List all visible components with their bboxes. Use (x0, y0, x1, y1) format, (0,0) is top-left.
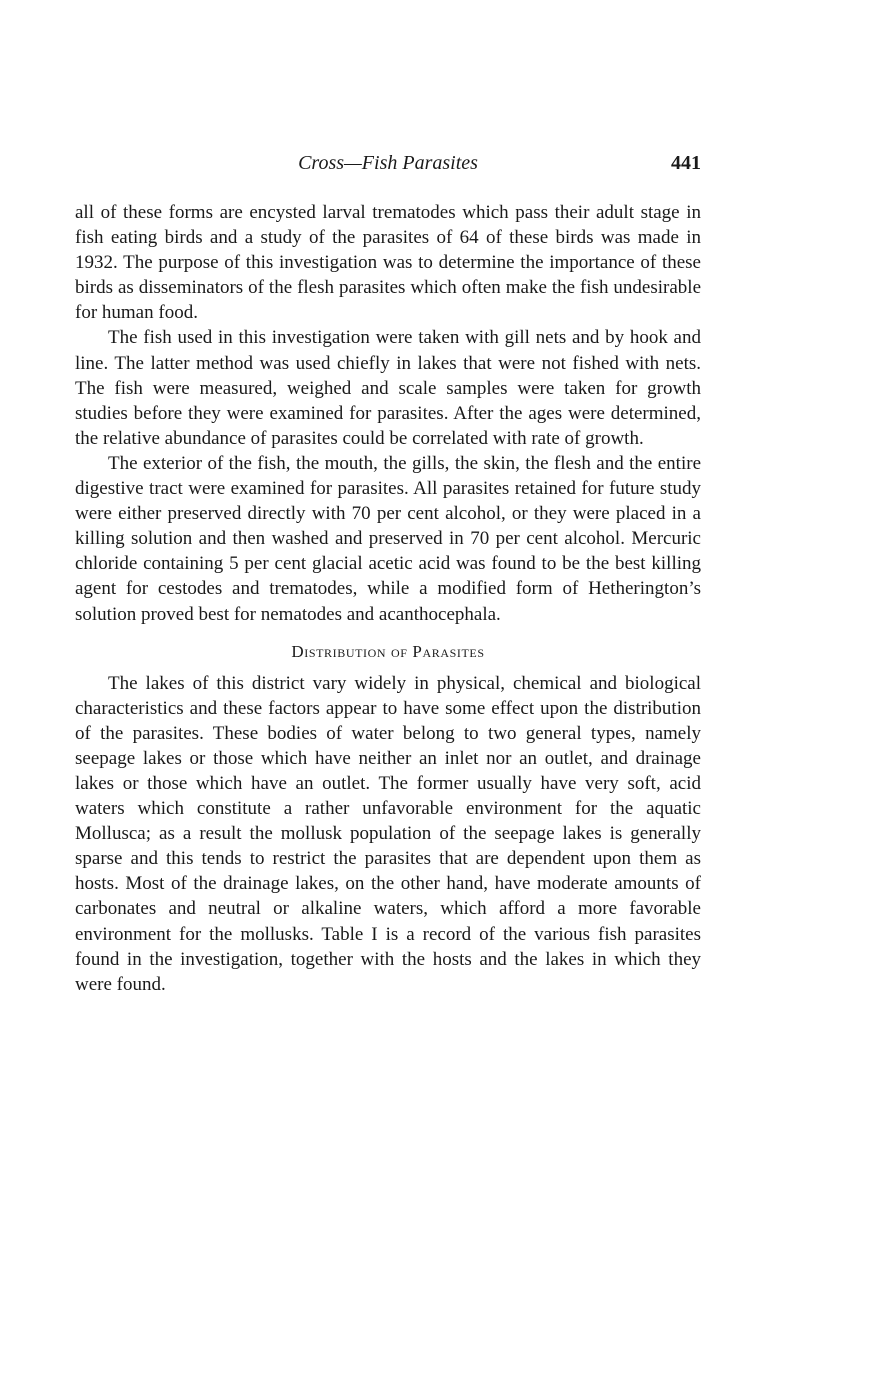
paragraph-distribution: The lakes of this district vary widely in physical, chemical and biological characteristics and these factors appear to have some effect upon the distribution of the parasites. These bodies of water belong to two general types, namely seepage lakes or those which have neither an inlet nor an outlet, and drainage lakes or those which have an outlet. The former usually have very soft, acid waters which constitute a rather unfavorable environment for the aquatic Mollusca; as a result the mollusk population of the seepage lakes is generally sparse and this tends to restrict the parasites that are dependent upon them as hosts. Most of the drainage lakes, on the other hand, have moderate amounts of carbonates and neutral or alkaline waters, which afford a more favorable environment for the mollusks. Table I is a record of the various fish parasites found in the investigation, together with the hosts and the lakes in which they were found. (75, 672, 701, 995)
page-number: 441 (671, 152, 701, 174)
running-head (75, 149, 701, 177)
section-heading (75, 639, 701, 664)
section-heading-text: Distribution of Parasites (291, 641, 485, 661)
paragraph-examination: The exterior of the fish, the mouth, the gills, the skin, the flesh and the entire digestive tract were examined for parasites. All parasites retained for future study were either preserved directly with 70 per cent alcohol, or they were placed in a killing solution and then washed and preserved in 70 per cent alcohol. Mercuric chloride containing 5 per cent glacial acetic acid was found to be the best killing agent for cestodes and trematodes, while a modified form of Hetherington’s solution proved best for nematodes and acanthocephala. (75, 452, 701, 625)
body-text (75, 200, 701, 997)
paragraph-continued: all of these forms are encysted larval trematodes which pass their adult stage in fish eating birds and a study of the parasites of 64 of these birds was made in 1932. The purpose of this investigation was to determine the importance of these birds as disseminators of the flesh parasites which often make the fish undesirable for human food. (75, 202, 701, 324)
paragraph-methods: The fish used in this investigation were taken with gill nets and by hook and line. The latter method was used chiefly in lakes that were not fished with nets. The fish were measured, weighed and scale samples were taken for growth studies before they were examined for parasites. After the ages were determined, the relative abundance of parasites could be correlated with rate of growth. (75, 327, 701, 449)
running-title: Cross—Fish Parasites (298, 152, 478, 174)
